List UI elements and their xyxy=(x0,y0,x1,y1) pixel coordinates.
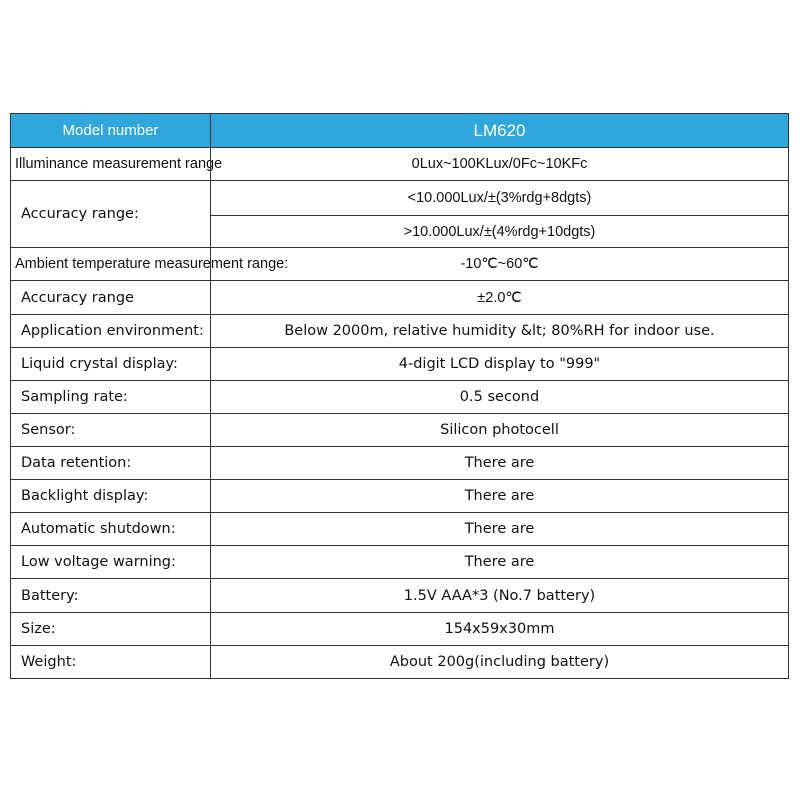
row-value: About 200g(including battery) xyxy=(211,646,789,679)
table-row xyxy=(11,348,789,381)
row-label: Automatic shutdown: xyxy=(11,513,211,546)
table-row xyxy=(11,315,789,348)
row-label: Application environment: xyxy=(11,315,211,348)
spec-table xyxy=(10,113,789,679)
table-row xyxy=(11,281,789,315)
header-row xyxy=(11,114,789,148)
row-value: 154x59x30mm xyxy=(211,613,789,646)
table-row xyxy=(11,513,789,546)
table-row xyxy=(11,148,789,181)
row-label: Sampling rate: xyxy=(11,381,211,414)
table-row xyxy=(11,546,789,579)
header-label: Model number xyxy=(11,114,211,148)
row-value: Silicon photocell xyxy=(211,414,789,447)
table-row xyxy=(11,181,789,216)
accuracy-lux-high: >10.000Lux/±(4%rdg+10dgts) xyxy=(211,216,789,248)
table-row xyxy=(11,248,789,281)
table-row xyxy=(11,579,789,613)
table-row xyxy=(11,646,789,679)
table-row xyxy=(11,381,789,414)
illuminance-value: 0Lux~100KLux/0Fc~10KFc xyxy=(211,148,789,181)
row-value: Below 2000m, relative humidity &lt; 80%RH for indoor use. xyxy=(211,315,789,348)
row-label: Data retention: xyxy=(11,447,211,480)
row-label: Low voltage warning: xyxy=(11,546,211,579)
accuracy-temp-value: ±2.0℃ xyxy=(211,281,789,315)
row-value: There are xyxy=(211,447,789,480)
row-label: Sensor: xyxy=(11,414,211,447)
row-label: Backlight display: xyxy=(11,480,211,513)
row-value: 1.5V AAA*3 (No.7 battery) xyxy=(211,579,789,613)
header-value: LM620 xyxy=(211,114,789,148)
accuracy-lux-low: <10.000Lux/±(3%rdg+8dgts) xyxy=(211,181,789,216)
row-label: Weight: xyxy=(11,646,211,679)
row-value: 4-digit LCD display to "999" xyxy=(211,348,789,381)
row-value: There are xyxy=(211,480,789,513)
row-value: There are xyxy=(211,513,789,546)
row-value: There are xyxy=(211,546,789,579)
row-label: Battery: xyxy=(11,579,211,613)
table-row xyxy=(11,414,789,447)
row-label: Size: xyxy=(11,613,211,646)
table-row xyxy=(11,480,789,513)
illuminance-label: Illuminance measurement range xyxy=(11,148,211,181)
table-row xyxy=(11,447,789,480)
row-label: Liquid crystal display: xyxy=(11,348,211,381)
accuracy-lux-label: Accuracy range: xyxy=(11,181,211,248)
row-value: 0.5 second xyxy=(211,381,789,414)
table-row xyxy=(11,613,789,646)
ambient-temp-value: -10℃~60℃ xyxy=(211,248,789,281)
accuracy-temp-label: Accuracy range xyxy=(11,281,211,315)
ambient-temp-label: Ambient temperature measurement range: xyxy=(11,248,211,281)
